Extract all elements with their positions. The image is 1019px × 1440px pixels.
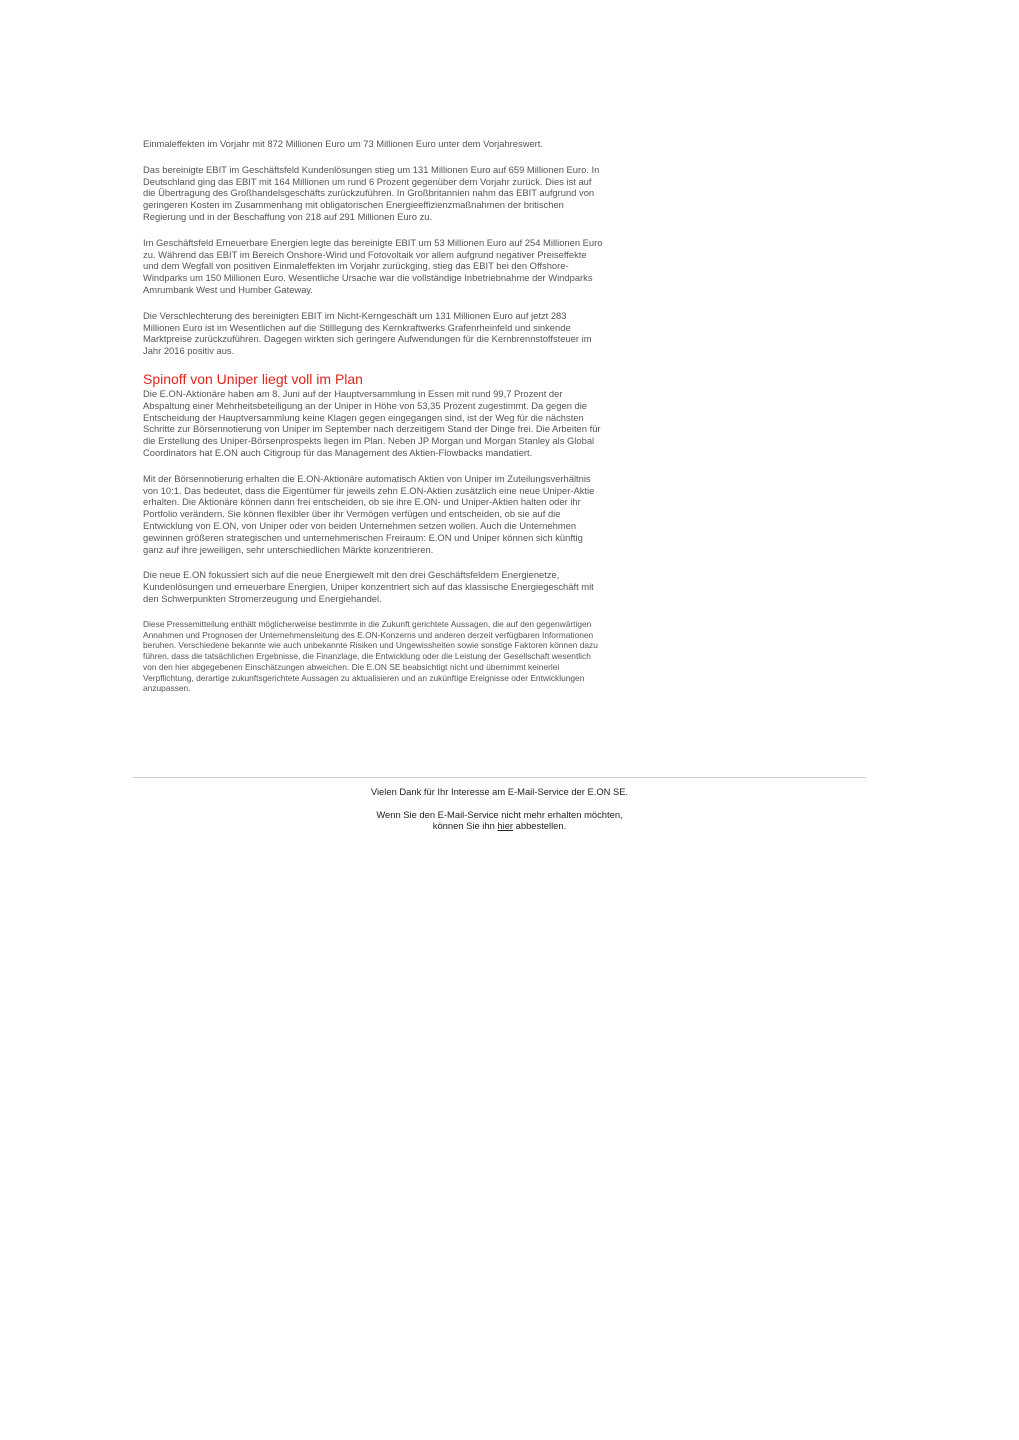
unsubscribe-line-2-after: abbestellen. bbox=[515, 820, 567, 831]
unsubscribe-line-1: Wenn Sie den E-Mail-Service nicht mehr erhalten möchten, bbox=[376, 808, 623, 820]
disclaimer-text: Diese Pressemitteilung enthält möglicherweise bestimmte in die Zukunft gerichtete Aussagen, die auf den gegenwärtigen Annahmen und Prognosen der Unternehmensleitung des E.ON-Konzerns und anderen derzeit verfügbaren Informationen beruhen. Verschiedene bekannte wie auch unbekannte Risiken und Ungewissheiten sowie sonstige Faktoren können dazu führen, dass die tatsächlichen Ergebnisse, die Finanzlage, die Entwicklung oder die Leistung der Gesellschaft wesentlich von den hier abgegebenen Einschätzungen abweichen. Die E.ON SE beabsichtigt nicht und übernimmt keinerlei Verpflichtung, derartige zukunftsgerichtete Aussagen zu aktualisieren und an zukünftige Ereignisse oder Entwicklungen anzupassen. bbox=[143, 618, 598, 694]
unsubscribe-link[interactable]: hier bbox=[497, 820, 514, 831]
paragraph-erneuerbare-energien: Im Geschäftsfeld Erneuerbare Energien legte das bereinigte EBIT um 53 Millionen Euro auf 254 Millionen Euro zu. Während das EBIT im Bereich Onshore-Wind und Fotovoltaik vor allem aufgrund negativer Preiseffekte und dem Wegfall von positiven Einmaleffekten im Vorjahr zurückging, stieg das EBIT bei den Offshore-Windparks um 150 Millionen Euro. Wesentliche Ursache war die vollständige Inbetriebnahme der Windparks Amrumbank West und Humber Gateway. bbox=[143, 236, 603, 295]
unsubscribe-line-2-before: können Sie ihn bbox=[432, 820, 495, 831]
email-footer bbox=[133, 786, 866, 832]
paragraph-hauptversammlung: Die E.ON-Aktionäre haben am 8. Juni auf der Hauptversammlung in Essen mit rund 99,7 Prozent der Abspaltung einer Mehrheitsbeteiligung an der Uniper in Höhe von 53,35 Prozent zugestimmt. Da gegen die Entscheidung der Hauptversammlung keine Klagen gegen eingegangen sind, ist der Weg für die nächsten Schritte zur Börsennotierung von Uniper im September nach derzeitigem Stand der Dinge frei. Die Arbeiten für die Erstellung des Uniper-Börsenprospekts liegen im Plan. Neben JP Morgan und Morgan Stanley als Global Coordinators hat E.ON auch Citigroup für das Management des Aktien-Flowbacks mandatiert. bbox=[143, 387, 601, 458]
paragraph-ebit-summary: Einmaleffekten im Vorjahr mit 872 Millionen Euro um 73 Millionen Euro unter dem Vorjahreswert. bbox=[143, 138, 544, 149]
press-release-body bbox=[143, 138, 603, 694]
paragraph-neue-eon: Die neue E.ON fokussiert sich auf die neue Energiewelt mit den drei Geschäftsfeldern Energienetze, Kundenlösungen und erneuerbare Energien, Uniper konzentriert sich auf das klassische Energiegeschäft mit den Schwerpunkten Stromerzeugung und Energiehandel. bbox=[143, 569, 594, 604]
paragraph-kundenloesungen: Das bereinigte EBIT im Geschäftsfeld Kundenlösungen stieg um 131 Millionen Euro auf 659 Millionen Euro. In Deutschland ging das EBIT mit 164 Millionen um rund 6 Prozent gegenüber dem Vorjahr zurück. Dies ist auf die Übertragung des Großhandelsgeschäfts zurückzuführen. In Großbritannien nahm das EBIT aufgrund von geringeren Kosten im Zusammenhang mit obligatorischen Energieeffizienzmaßnahmen der britischen Regierung und in der Beschaffung von 218 auf 291 Millionen Euro zu. bbox=[143, 163, 600, 222]
paragraph-nicht-kerngeschaeft: Die Verschlechterung des bereinigten EBIT im Nicht-Kerngeschäft um 131 Millionen Euro auf jetzt 283 Millionen Euro ist im Wesentlichen auf die Stilllegung des Kernkraftwerks Grafenrheinfeld und sinkende Marktpreise zurückzuführen. Dagegen wirkten sich geringere Aufwendungen für die Kernbrennstoffsteuer im Jahr 2016 positiv aus. bbox=[143, 309, 592, 357]
paragraph-boersennotierung: Mit der Börsennotierung erhalten die E.ON-Aktionäre automatisch Aktien von Uniper im Zuteilungsverhältnis von 10:1. Das bedeutet, dass die Eigentümer für jeweils zehn E.ON-Aktien zusätzlich eine neue Uniper-Aktie erhalten. Die Aktionäre können dann frei entscheiden, ob sie ihre E.ON- und Uniper-Aktien halten oder ihr Portfolio verändern. Sie können flexibler über ihr Vermögen verfügen und entscheiden, ob sie auf die Entwicklung von E.ON, von Uniper oder von beiden Unternehmen setzen wollen. Auch die Unternehmen gewinnen größeren strategischen und unternehmerischen Freiraum: E.ON und Uniper können sich künftig ganz auf ihre jeweiligen, sehr unterschiedlichen Märkte konzentrieren. bbox=[143, 472, 595, 555]
footer-divider bbox=[133, 777, 866, 778]
footer-unsubscribe bbox=[133, 809, 866, 832]
section-heading-uniper-spinoff: Spinoff von Uniper liegt voll im Plan bbox=[143, 370, 363, 387]
footer-thanks: Vielen Dank für Ihr Interesse am E-Mail-Service der E.ON SE. bbox=[370, 786, 629, 797]
